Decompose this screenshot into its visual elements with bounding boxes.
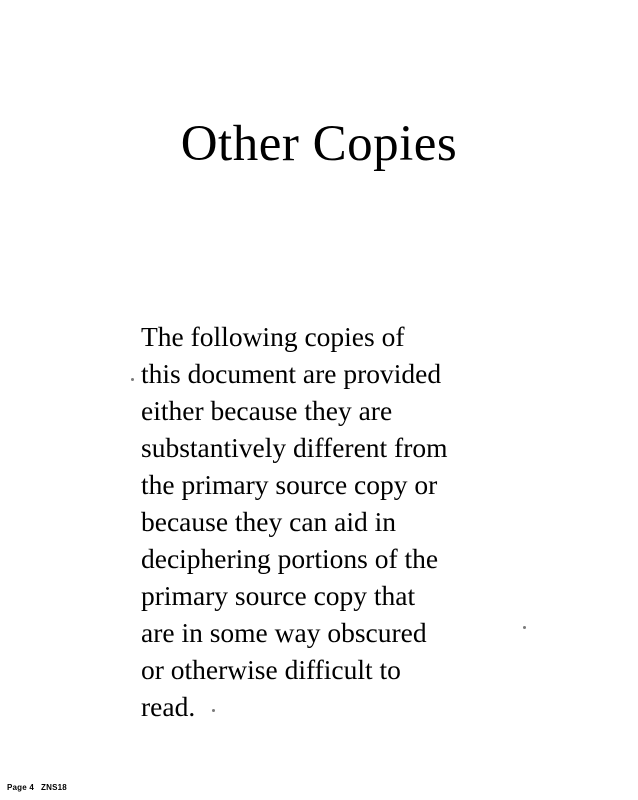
body-line: are in some way obscured (141, 617, 427, 648)
body-line: or otherwise difficult to (141, 654, 401, 685)
body-line: The following copies of (141, 321, 405, 352)
body-line: because they can aid in (141, 506, 397, 537)
scan-speck-icon (131, 378, 134, 381)
body-line: read. (141, 691, 196, 722)
body-line: this document are provided (141, 358, 442, 389)
scan-speck-icon (212, 709, 215, 712)
body-line: the primary source copy or (141, 469, 438, 500)
body-line: deciphering portions of the (141, 543, 439, 574)
body-line: either because they are (141, 395, 393, 426)
body-line: substantively different from (141, 432, 448, 463)
page-title: Other Copies (180, 116, 458, 172)
footer-page-label: Page 4 (7, 783, 34, 792)
footer-document-code: ZNS18 (41, 783, 67, 792)
scan-speck-icon (523, 626, 526, 629)
body-line: primary source copy that (141, 580, 416, 611)
body-paragraph (141, 318, 487, 725)
page-footer (7, 783, 67, 792)
